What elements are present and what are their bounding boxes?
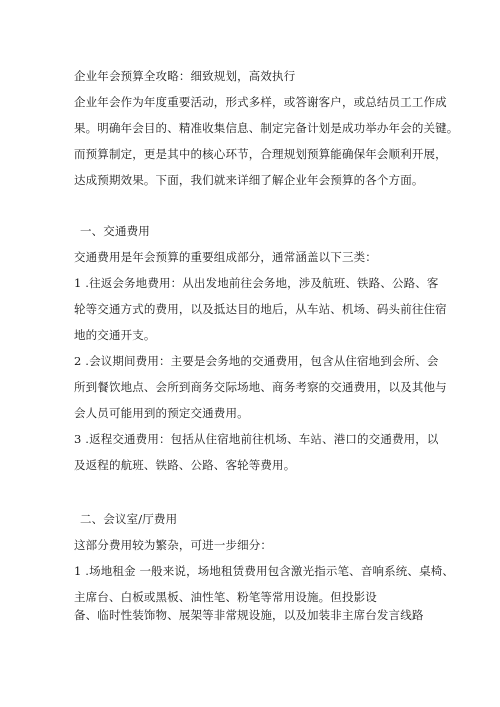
intro-line: 达成预期效果。下面，我们就来详细了解企业年会预算的各个方面。 xyxy=(74,173,424,187)
list-item-line: 会人员可能用到的预定交通费用。 xyxy=(74,406,249,420)
intro-line: 而预算制定，更是其中的核心环节，合理规划预算能确保年会顺利开展， xyxy=(74,147,447,161)
list-item-line: 地的交通开支。 xyxy=(74,328,156,342)
list-item-line: 2 .会议期间费用：主要是会务地的交通费用，包含从住宿地到会所、会 xyxy=(74,354,439,368)
list-item-line: 所到餐饮地点、会所到商务交际场地、商务考察的交通费用，以及其他与 xyxy=(74,380,447,394)
list-item-line: 3 .返程交通费用：包括从住宿地前往机场、车站、港口的交通费用，以 xyxy=(74,432,439,446)
intro-line: 企业年会作为年度重要活动，形式多样，或答谢客户，或总结员工工作成 xyxy=(74,95,447,109)
list-item-line: 1 .往返会务地费用：从出发地前往会务地，涉及航班、铁路、公路、客 xyxy=(74,276,439,290)
section-lead: 交通费用是年会预算的重要组成部分，通常涵盖以下三类： xyxy=(74,250,377,264)
document-title: 企业年会预算全攻略：细致规划，高效执行 xyxy=(74,69,296,83)
section-heading-transport: 一、交通费用 xyxy=(80,224,150,238)
list-item-line: 备、临时性装饰物、展架等非常规设施，以及加装非主席台发言线路 xyxy=(74,608,424,622)
section-heading-meeting-room: 二、会议室/厅费用 xyxy=(80,512,178,526)
intro-line: 果。明确年会目的、精准收集信息、制定完备计划是成功举办年会的关键。 xyxy=(74,121,459,135)
list-item-line: 轮等交通方式的费用，以及抵达目的地后，从车站、机场、码头前往住宿 xyxy=(74,302,447,316)
list-item-line: 及返程的航班、铁路、公路、客轮等费用。 xyxy=(74,458,296,472)
list-item-line: 主席台、白板或黑板、油性笔、粉笔等常用设施。但投影设 xyxy=(74,590,377,604)
list-item-line: 1 .场地租金 一般来说，场地租赁费用包含激光指示笔、音响系统、桌椅、 xyxy=(74,564,455,578)
section-lead: 这部分费用较为繁杂，可进一步细分： xyxy=(74,538,273,552)
